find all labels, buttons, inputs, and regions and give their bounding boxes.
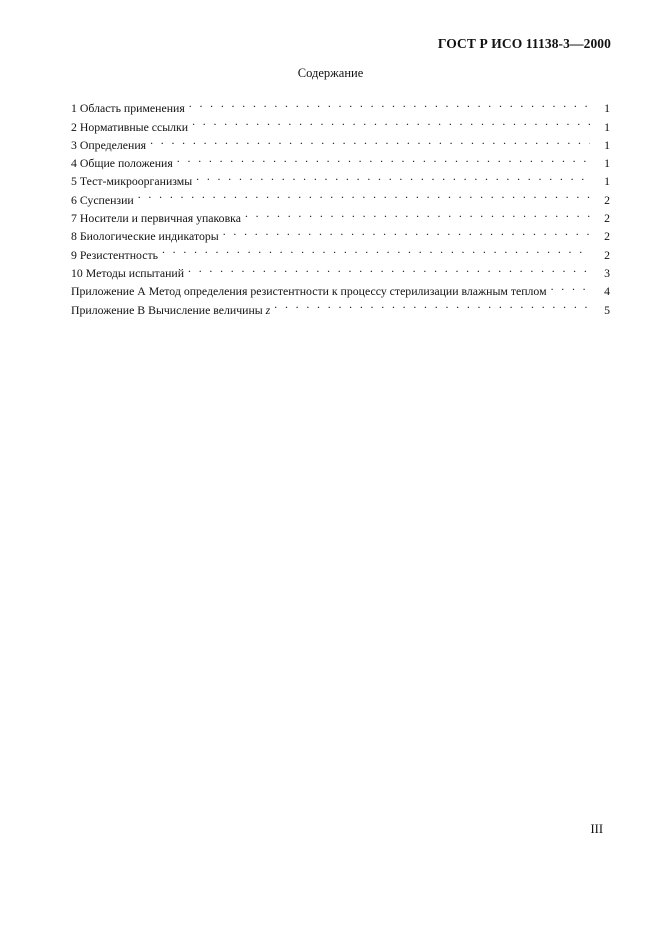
toc-entry-page: 2 (604, 247, 610, 262)
toc-leader-dots (177, 149, 590, 167)
toc-entry-page: 1 (604, 101, 610, 116)
toc-entry-text: 8 Биологические индикаторы (71, 229, 219, 244)
toc-leader-dots (188, 259, 590, 277)
toc-entry-text-wrapper (71, 301, 270, 319)
toc-leader-dots (189, 94, 590, 112)
toc-entry-text: 7 Носители и первичная упаковка (71, 211, 241, 226)
toc-entry[interactable] (71, 94, 610, 116)
toc-entry-text: 5 Тест-микроорганизмы (71, 174, 193, 189)
toc-entry-text: 1 Область применения (71, 101, 185, 116)
toc-entry[interactable] (71, 149, 610, 171)
table-of-contents (71, 94, 610, 317)
toc-title: Содержание (297, 66, 364, 80)
toc-entry-text: 4 Общие положения (71, 156, 173, 171)
toc-leader-dots (138, 185, 590, 203)
toc-entry-page: 4 (604, 284, 610, 299)
toc-entry[interactable] (71, 185, 610, 207)
toc-entry-variable: z (265, 302, 271, 317)
toc-entry[interactable] (71, 204, 610, 226)
toc-leader-dots (274, 295, 590, 313)
toc-leader-dots (245, 204, 590, 222)
toc-entry-text: 3 Определения (71, 137, 147, 152)
toc-entry-page: 1 (604, 119, 610, 134)
toc-leader-dots (150, 131, 590, 149)
toc-entry-text: 9 Резистентность (71, 247, 158, 262)
toc-leader-dots (551, 277, 590, 295)
toc-entry-text: 6 Суспензии (71, 192, 134, 207)
page-number: III (590, 822, 603, 836)
toc-entry-text: 10 Методы испытаний (71, 265, 185, 280)
toc-entry-page: 2 (604, 211, 610, 226)
toc-entry-page: 2 (604, 192, 610, 207)
toc-entry-page: 5 (604, 302, 610, 317)
toc-entry-page: 2 (604, 229, 610, 244)
toc-entry-page: 3 (604, 265, 610, 280)
toc-entry-page: 1 (604, 174, 610, 189)
toc-leader-dots (196, 167, 590, 185)
toc-leader-dots (192, 112, 590, 130)
standard-code: ГОСТ Р ИСО 11138-3—2000 (437, 36, 611, 51)
toc-leader-dots (223, 222, 590, 240)
toc-leader-dots (162, 240, 590, 258)
toc-entry-text: 2 Нормативные ссылки (71, 119, 189, 134)
toc-entry-page: 1 (604, 137, 610, 152)
toc-entry-page: 1 (604, 156, 610, 171)
toc-entry[interactable] (71, 131, 610, 152)
toc-entry-text: Приложение А Метод определения резистентности к процессу стерилизации влажным теплом (71, 284, 547, 299)
toc-entry-text: Приложение В Вычисление величины (71, 302, 263, 317)
